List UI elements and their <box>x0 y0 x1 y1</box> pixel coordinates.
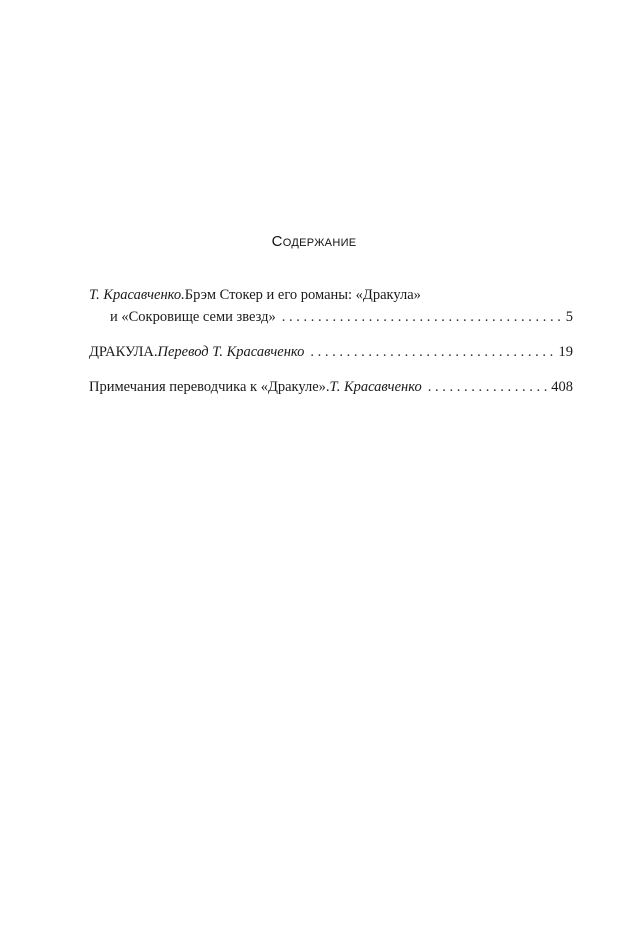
toc-entry-introduction[interactable] <box>89 284 573 328</box>
toc-entry-dracula[interactable] <box>89 341 573 363</box>
toc-entry-translator: Перевод Т. Красавченко <box>157 344 305 360</box>
contents-heading: Содержание <box>271 233 357 250</box>
toc-entry-line <box>89 284 573 306</box>
toc-entry-page-number: 408 <box>551 379 573 395</box>
table-of-contents <box>89 284 573 398</box>
toc-entry-page-number: 5 <box>565 309 573 325</box>
toc-entry-title: Брэм Стокер и его романы: «Дракула» <box>184 287 421 303</box>
toc-entry-line <box>89 376 573 398</box>
toc-entry-author: Т. Красавченко. <box>89 287 185 303</box>
toc-entry-author: Т. Красавченко <box>329 379 422 395</box>
toc-entry-title: ДРАКУЛА. <box>89 344 158 360</box>
dot-leader <box>282 306 563 328</box>
toc-entry-title: Примечания переводчика к «Дракуле». <box>89 379 330 395</box>
toc-entry-title-continued: и «Сокровище семи звезд» <box>110 309 276 325</box>
toc-entry-line <box>89 306 573 328</box>
dot-leader <box>428 376 549 398</box>
dot-leader <box>310 341 555 363</box>
toc-entry-notes[interactable] <box>89 376 573 398</box>
toc-entry-page-number: 19 <box>558 344 573 360</box>
toc-entry-line <box>89 341 573 363</box>
